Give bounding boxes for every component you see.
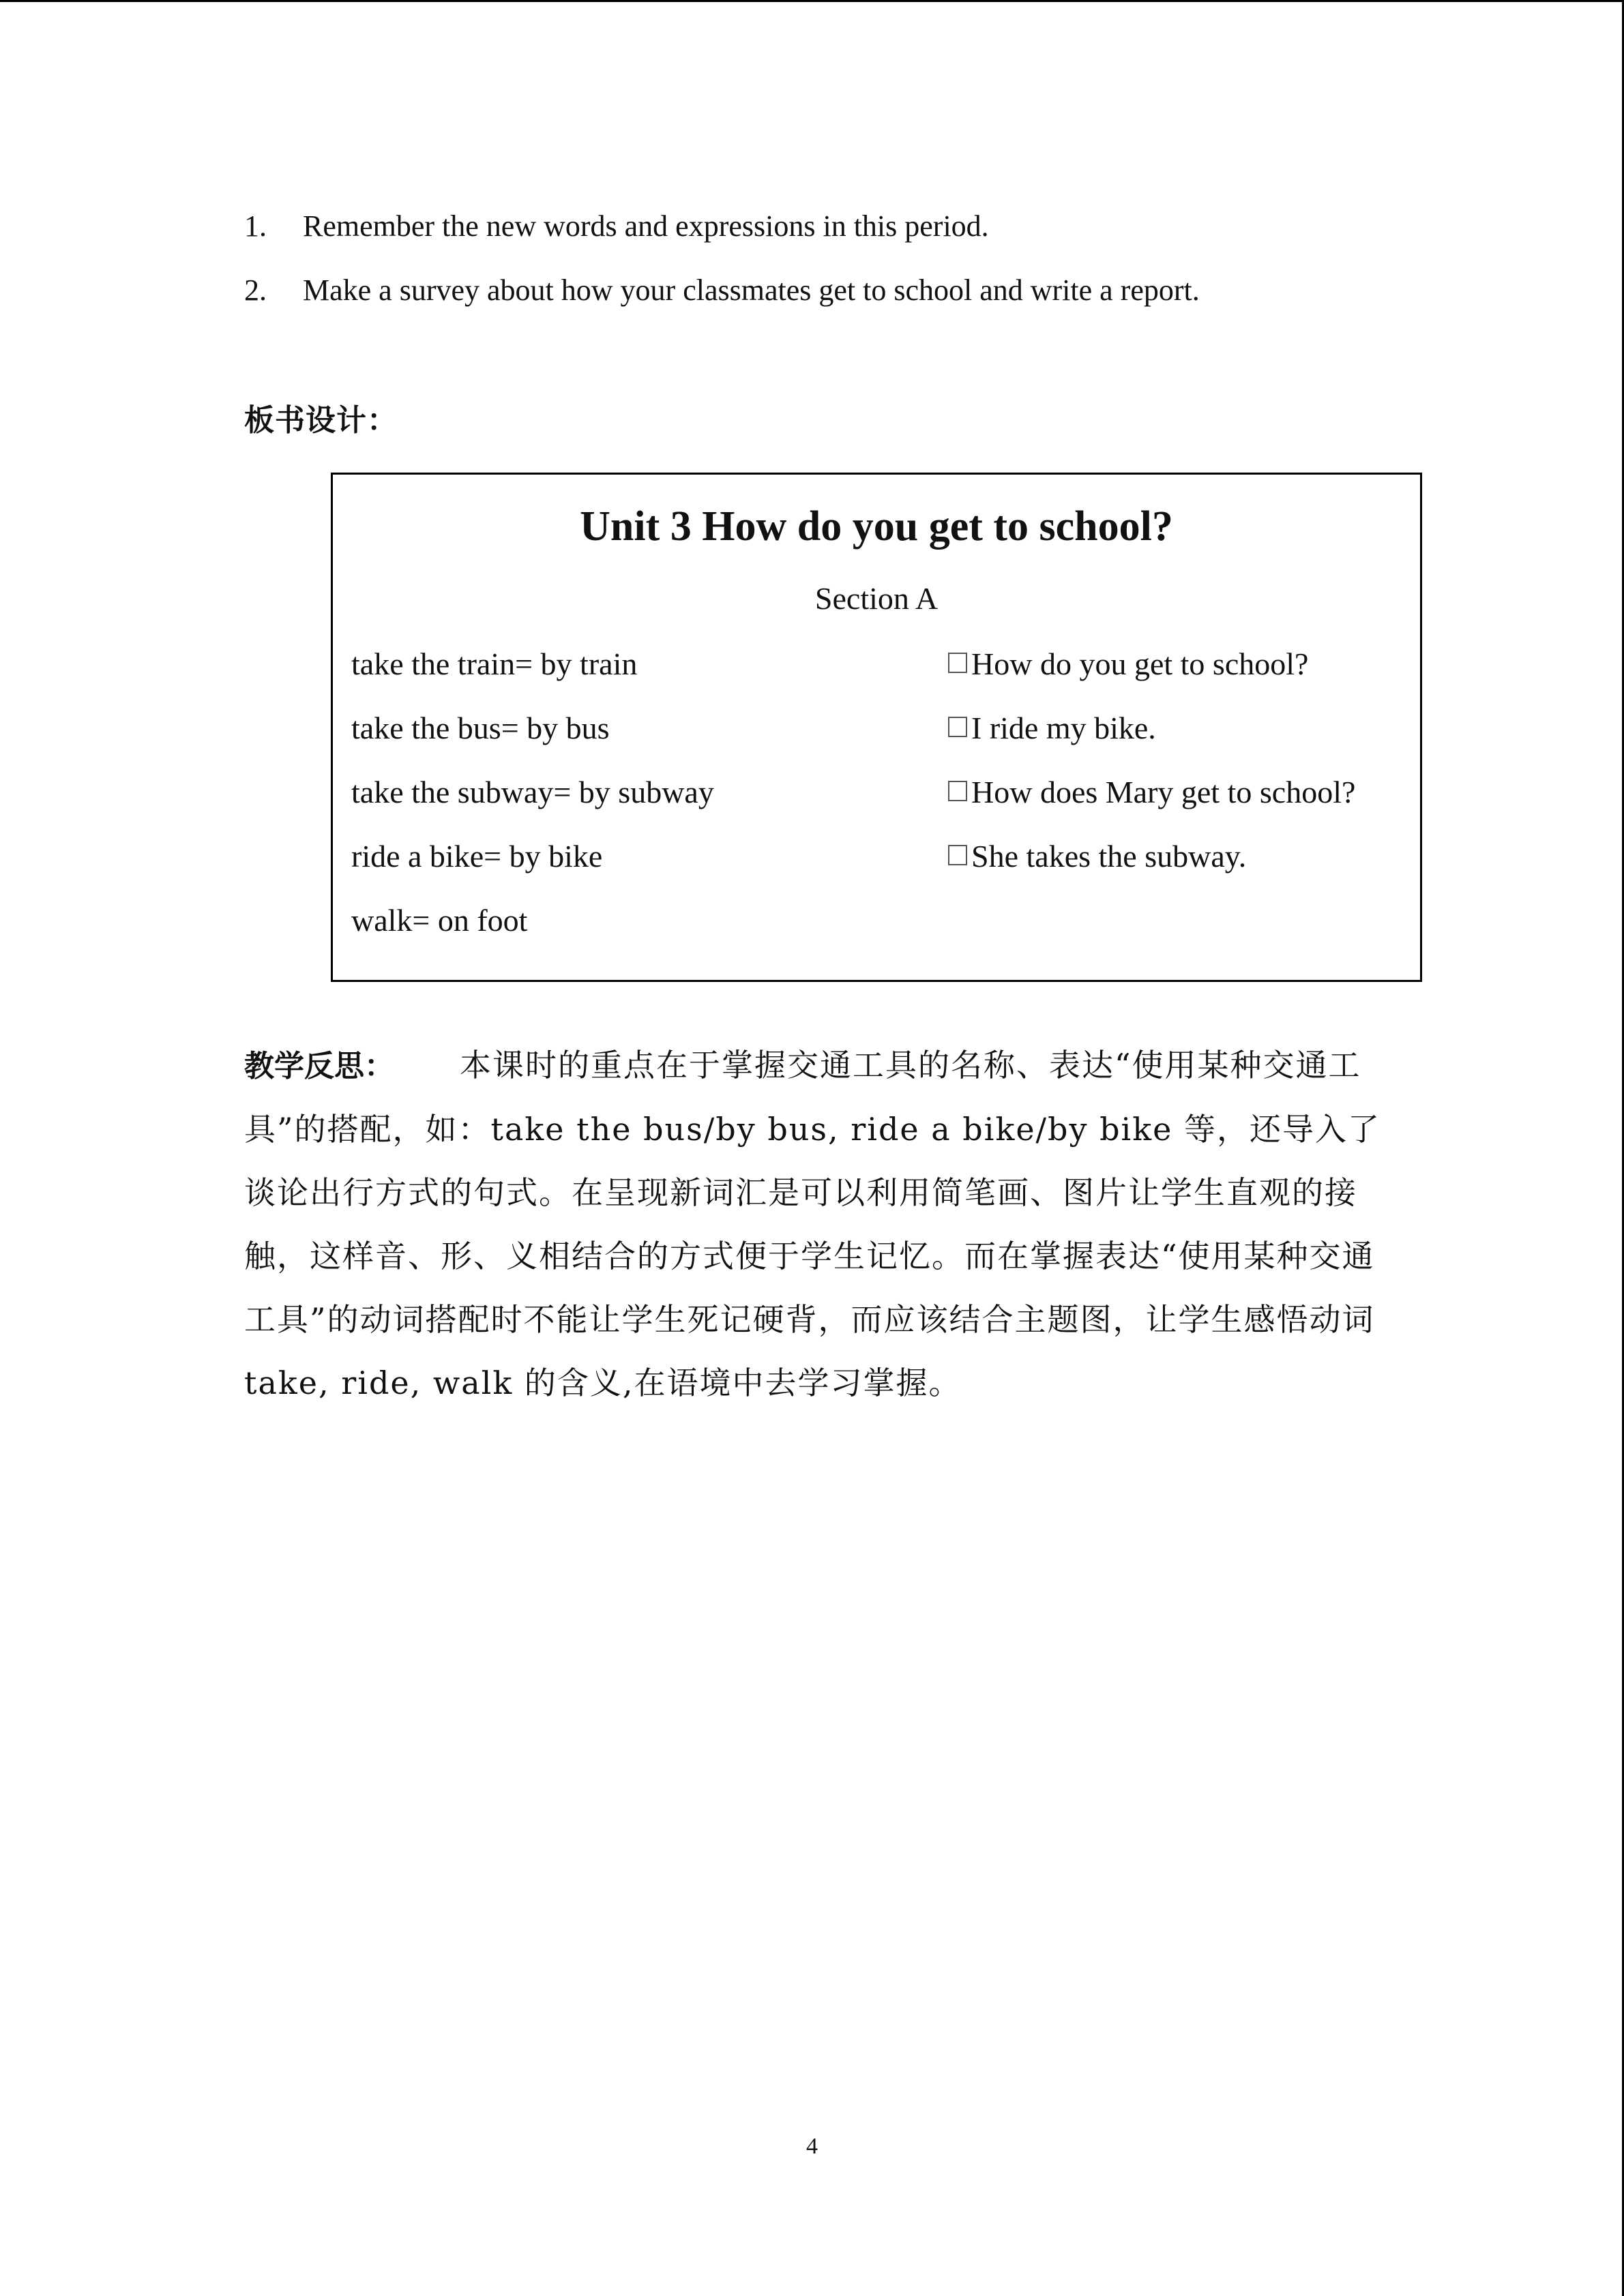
phrase-list (351, 642, 714, 963)
sentence-item (948, 642, 1355, 686)
empty-box-icon (948, 781, 967, 801)
phrase-item: take the train= by train (351, 646, 638, 681)
sentence-text: How do you get to school? (971, 646, 1309, 681)
list-item-text: Make a survey about how your classmates get to school and write a report. (303, 273, 1200, 307)
phrase-item: walk= on foot (351, 903, 528, 938)
sentence-item (948, 835, 1355, 878)
sentence-text: How does Mary get to school? (971, 775, 1356, 809)
reflection-body: 本课时的重点在于掌握交通工具的名称、表达“使用某种交通工具”的搭配，如：take the bus/by bus, ride a bike/by bike 等，还导入了谈论出行方式的句式。在呈现新词汇是可以利用简笔画、图片让学生直观的接触，这样音、形、义相结合的方式便于学生记忆。而在掌握表达“使用某种交通工具”的动词搭配时不能让学生死记硬背，而应该结合主题图，让学生感悟动词 take, ride, walk 的含义,在语境中去学习掌握。 (244, 1047, 1381, 1401)
phrase-item: take the subway= by subway (351, 775, 714, 809)
list-item (244, 269, 1404, 312)
page-top-border (0, 0, 1624, 2)
sentence-list (948, 642, 1355, 899)
phrase-item: take the bus= by bus (351, 711, 610, 745)
list-item (244, 205, 1404, 248)
page-number: 4 (806, 2134, 818, 2159)
sentence-text: I ride my bike. (971, 711, 1156, 745)
empty-box-icon (948, 653, 967, 673)
board-design-box (331, 473, 1422, 982)
list-item-number: 2. (244, 273, 267, 307)
empty-box-icon (948, 717, 967, 737)
board-title: Unit 3 How do you get to school? (580, 503, 1173, 550)
board-subtitle: Section A (814, 581, 939, 616)
teaching-reflection (244, 1034, 1390, 1415)
phrase-item: ride a bike= by bike (351, 839, 603, 874)
sentence-item (948, 706, 1355, 750)
list-item-number: 1. (244, 209, 267, 243)
board-design-heading: 板书设计： (244, 403, 398, 438)
sentence-item (948, 771, 1355, 814)
reflection-heading: 教学反思： (244, 1049, 394, 1084)
homework-list (244, 205, 1404, 333)
empty-box-icon (948, 845, 967, 865)
sentence-text: She takes the subway. (971, 839, 1247, 874)
list-item-text: Remember the new words and expressions in this period. (303, 209, 989, 243)
